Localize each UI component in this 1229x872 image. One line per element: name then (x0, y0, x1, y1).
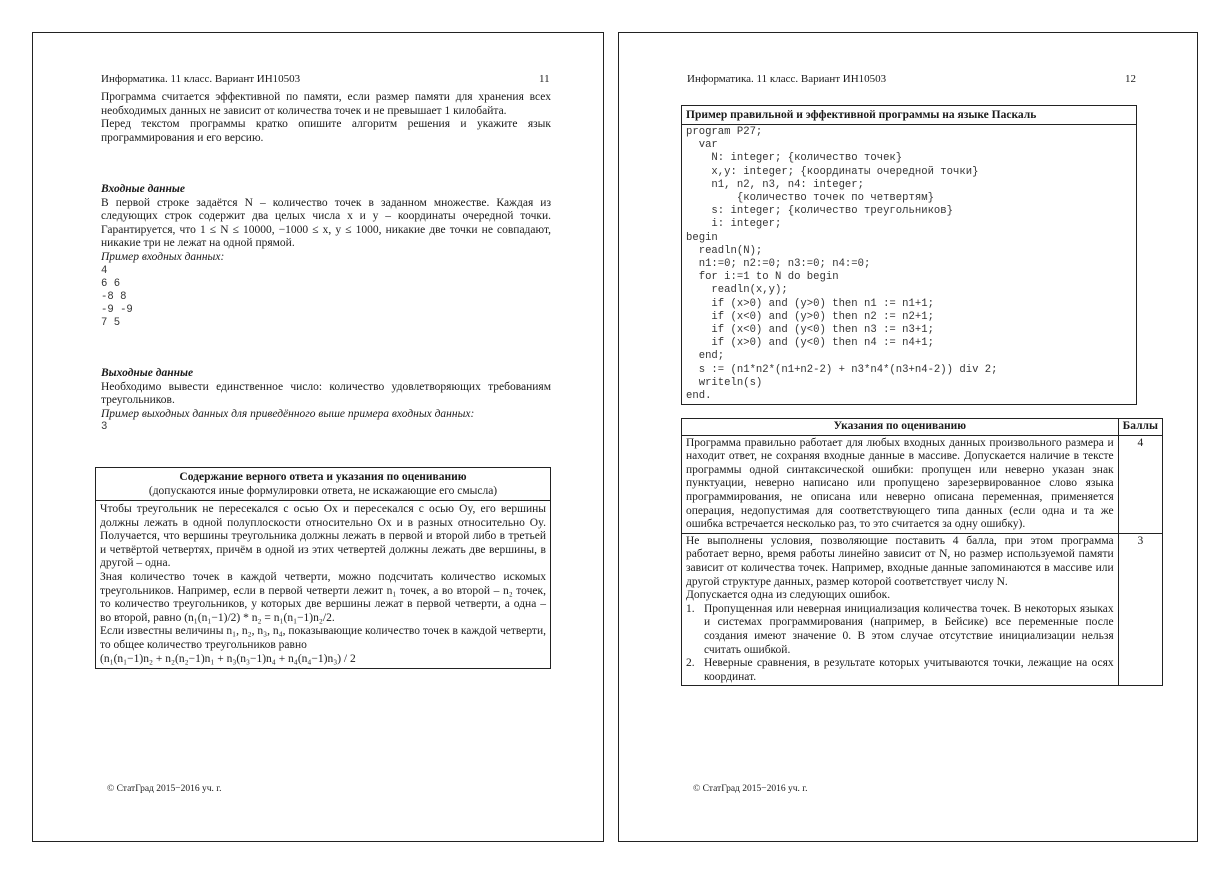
code-line: if (x>0) and (y<0) then n4 := n4+1; (686, 337, 934, 350)
grading-table-header (682, 419, 1163, 436)
intro-paragraph: Перед текстом программы кратко опишите алгоритм решения и укажите язык программирования и его версию. (101, 118, 551, 144)
input-example-line: -8 8 (101, 290, 127, 303)
page-number: 12 (1125, 73, 1136, 85)
points-column-header: Баллы (1118, 419, 1162, 436)
code-line: i: integer; (686, 218, 782, 231)
page-number: 11 (539, 73, 550, 85)
output-example-value: 3 (101, 421, 108, 434)
page-footer: © СтатГрад 2015−2016 уч. г. (693, 784, 808, 794)
answer-box (95, 467, 551, 669)
code-line: readln(x,y); (686, 284, 788, 297)
input-example-caption: Пример входных данных: (101, 250, 225, 263)
grading-criteria (682, 533, 1119, 686)
page-header: Информатика. 11 класс. Вариант ИН10503 (101, 73, 301, 85)
intro-text (101, 91, 551, 145)
grading-criteria-text: Не выполнены условия, позволяющие поставить 4 балла, при этом программа работает верно, время работы линейно зависит от N, но размер используемой памяти зависит от количества точек. Например, входные данные запоминаются в массиве или другой структуре данных, размер которой соответствует числу N. (686, 534, 1114, 588)
answer-paragraph: Зная количество точек в каждой четверти, можно подсчитать количество искомых треугольников. Например, если в первой четверти лежит n₁ точек, а во второй – n₂ точек, то количество треугольников, у которых две вершины лежат в первой четверти, а одна – во второй, равно (n₁(n₁−1)/2) * n₂ = n₁(n₁−1)n₂/2. (100, 570, 546, 624)
output-section-title: Выходные данные (101, 367, 194, 379)
code-line: if (x>0) and (y>0) then n1 := n1+1; (686, 297, 934, 310)
answer-box-subtitle: (допускаются иные формулировки ответа, не искажающие его смысла) (148, 485, 498, 497)
error-item (686, 657, 1114, 684)
code-line: {количество точек по четвертям} (686, 192, 934, 205)
answer-box-body (96, 501, 550, 668)
grading-points: 3 (1118, 533, 1162, 686)
error-text: Неверные сравнения, в результате которых учитываются точки, лежащие на осях координат. (704, 657, 1114, 683)
grading-points: 4 (1118, 435, 1162, 533)
answer-paragraph: Если известны величины n₁, n₂, n₃, n₄, показывающие количество точек в каждой четверти, то общее количество треугольников равно (100, 625, 546, 651)
output-section-text: Необходимо вывести единственное число: количество удовлетворяющих требованиям треугольников. (101, 380, 551, 407)
code-line: var (686, 139, 718, 152)
output-section (101, 367, 551, 435)
input-example-line: 6 6 (101, 277, 121, 290)
code-line: end; (686, 350, 725, 363)
code-line: readln(N); (686, 244, 763, 257)
code-line: s: integer; {количество треугольников} (686, 205, 954, 218)
code-line: if (x<0) and (y<0) then n3 := n3+1; (686, 324, 934, 337)
answer-box-header (96, 468, 550, 501)
input-example-line: 4 (101, 264, 108, 277)
input-example (101, 265, 551, 331)
program-box (681, 105, 1137, 405)
code-line: writeln(s) (686, 376, 763, 389)
input-example-line: 7 5 (101, 317, 121, 330)
code-listing (682, 125, 1136, 404)
error-text: Пропущенная или неверная инициализация количества точек. В некоторых языках и системах программирования (например, в Бейсике) все переменные после создания имеют значение 0. В этом случае отсутствие инициализации нельзя считать ошибкой. (704, 602, 1114, 656)
left-page (32, 32, 604, 842)
error-number: 1. (686, 602, 695, 615)
grading-row (682, 533, 1163, 686)
intro-paragraph: Программа считается эффективной по памяти, если размер памяти для хранения всех необходимых данных не зависит от количества точек и не превышает 1 килобайта. (101, 91, 551, 117)
input-section-text: В первой строке задаётся N – количество точек в заданном множестве. Каждая из следующих строк содержит два целых числа x и y – координаты очередной точки. Гарантируется, что 1 ≤ N ≤ 10000, −1000 ≤ x, y ≤ 1000, никакие две точки не совпадают, никакие три не лежат на одной прямой. (101, 196, 551, 250)
input-section-title: Входные данные (101, 183, 185, 195)
code-line: n1:=0; n2:=0; n3:=0; n4:=0; (686, 258, 871, 271)
output-example-caption: Пример выходных данных для приведённого выше примера входных данных: (101, 407, 475, 420)
answer-paragraph: Чтобы треугольник не пересекался с осью Ox и пересекался с осью Oy, его вершины должны лежать в одной полуплоскости относительно Ox и в разных относительно Oy. Получается, что вершины треугольника должны лежать в первой и второй либо в третьей и четвёртой четвертях, причём в одной из этих четвертей должны лежать две вершины, в другой – одна. (100, 503, 546, 570)
grading-row (682, 435, 1163, 533)
page-header: Информатика. 11 класс. Вариант ИН10503 (687, 73, 887, 85)
criteria-column-header: Указания по оцениванию (682, 419, 1119, 436)
code-line: n1, n2, n3, n4: integer; (686, 178, 865, 191)
answer-formula: (n₁(n₁−1)n₂ + n₂(n₂−1)n₁ + n₃(n₃−1)n₄ + n₄(n₄−1)n₃) / 2 (100, 652, 356, 665)
grading-criteria: Программа правильно работает для любых входных данных произвольного размера и находит ответ, не сохраняя входные данные в массиве. Допускается наличие в тексте программы одной синтаксической ошибки: пропущен или неверно указан знак пунктуации, неверно написано или пропущено зарезервированное слово языка программирования, не описана или неверно описана переменная, применяется операция, недопустимая для соответствующего типа данных (если одна и та же ошибка встречается несколько раз, то это считается за одну ошибку). (682, 435, 1119, 533)
code-line: end. (686, 390, 712, 403)
code-line: begin (686, 231, 718, 244)
page-footer: © СтатГрад 2015−2016 уч. г. (107, 784, 222, 794)
code-line: x,y: integer; {координаты очередной точки} (686, 165, 979, 178)
input-section (101, 183, 551, 331)
input-example-line: -9 -9 (101, 304, 133, 317)
code-line: N: integer; {количество точек} (686, 152, 903, 165)
code-line: for i:=1 to N do begin (686, 271, 839, 284)
code-line: if (x<0) and (y>0) then n2 := n2+1; (686, 310, 934, 323)
code-line: s := (n1*n2*(n1+n2-2) + n3*n4*(n3+n4-2)) div 2; (686, 363, 998, 376)
code-line: program P27; (686, 126, 763, 138)
error-number: 2. (686, 657, 695, 670)
grading-table (681, 418, 1163, 686)
error-item (686, 603, 1114, 657)
grading-criteria-note: Допускается одна из следующих ошибок. (686, 589, 891, 602)
answer-box-title: Содержание верного ответа и указания по оцениванию (179, 471, 467, 483)
right-page (618, 32, 1198, 842)
program-box-title: Пример правильной и эффективной программы на языке Паскаль (682, 106, 1136, 125)
